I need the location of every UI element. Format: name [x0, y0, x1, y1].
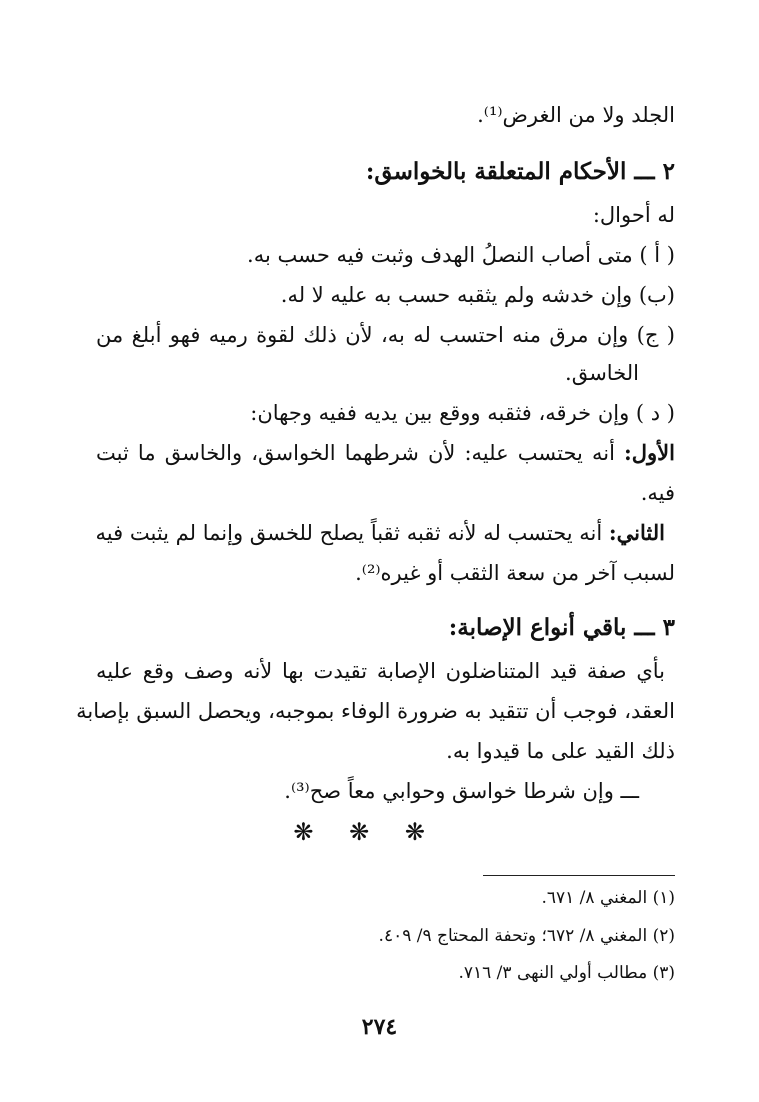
item-d: ( د ) وإن خرقه، فثقبه ووقع بين يديه ففيه وجهان: — [250, 401, 675, 425]
page-number: ٢٧٤ — [361, 1014, 398, 1040]
first-view-end: فيه. — [640, 481, 675, 505]
paragraph-line-1: بأي صفة قيد المتناضلون الإصابة تقيدت بها لأنه وصف وقع عليه — [96, 659, 665, 683]
section-separator: ❋ ❋ ❋ — [293, 818, 439, 846]
second-view-label: الثاني: — [608, 520, 665, 545]
paragraph-line-4: ـــ وإن شرطا خواسق وحوابي معاً صح⁽³⁾. — [284, 779, 639, 803]
footnote-3: (٣) مطالب أولي النهى ٣/ ٧١٦. — [458, 963, 675, 983]
first-view-text: أنه يحتسب عليه: لأن شرطهما الخواسق، والخاسق ما ثبت — [96, 441, 625, 465]
item-c-line-2: الخاسق. — [565, 361, 639, 385]
text-line-3: له أحوال: — [592, 203, 675, 227]
text-line-1: الجلد ولا من الغرض⁽¹⁾. — [477, 103, 675, 127]
first-view-line — [96, 438, 675, 468]
second-view-end: لسبب آخر من سعة الثقب أو غيره⁽²⁾. — [355, 561, 675, 585]
item-a: ( أ ) متى أصاب النصلُ الهدف وثبت فيه حسب به. — [247, 243, 675, 267]
section-heading-3: ٣ ـــ باقي أنواع الإصابة: — [448, 614, 675, 641]
section-heading-2: ٢ ـــ الأحكام المتعلقة بالخواسق: — [365, 158, 675, 185]
item-c-line-1: ( ج) وإن مرق منه احتسب له به، لأن ذلك لقوة رميه فهو أبلغ من — [96, 323, 675, 347]
footnote-divider — [483, 875, 675, 876]
paragraph-line-3: ذلك القيد على ما قيدوا به. — [446, 739, 675, 763]
footnote-1: (١) المغني ٨/ ٦٧١. — [541, 888, 675, 908]
paragraph-line-2: العقد، فوجب أن تتقيد به ضرورة الوفاء بموجبه، ويحصل السبق بإصابة — [76, 699, 675, 723]
second-view-text: أنه يحتسب له لأنه ثقبه ثقباً يصلح للخسق وإنما لم يثبت فيه — [95, 521, 609, 545]
first-view-label: الأول: — [624, 440, 675, 465]
second-view-line — [96, 518, 665, 548]
footnote-2: (٢) المغني ٨/ ٦٧٢؛ وتحفة المحتاج ٩/ ٤٠٩. — [378, 926, 675, 946]
item-b: (ب) وإن خدشه ولم يثقبه حسب به عليه لا له. — [280, 283, 675, 307]
